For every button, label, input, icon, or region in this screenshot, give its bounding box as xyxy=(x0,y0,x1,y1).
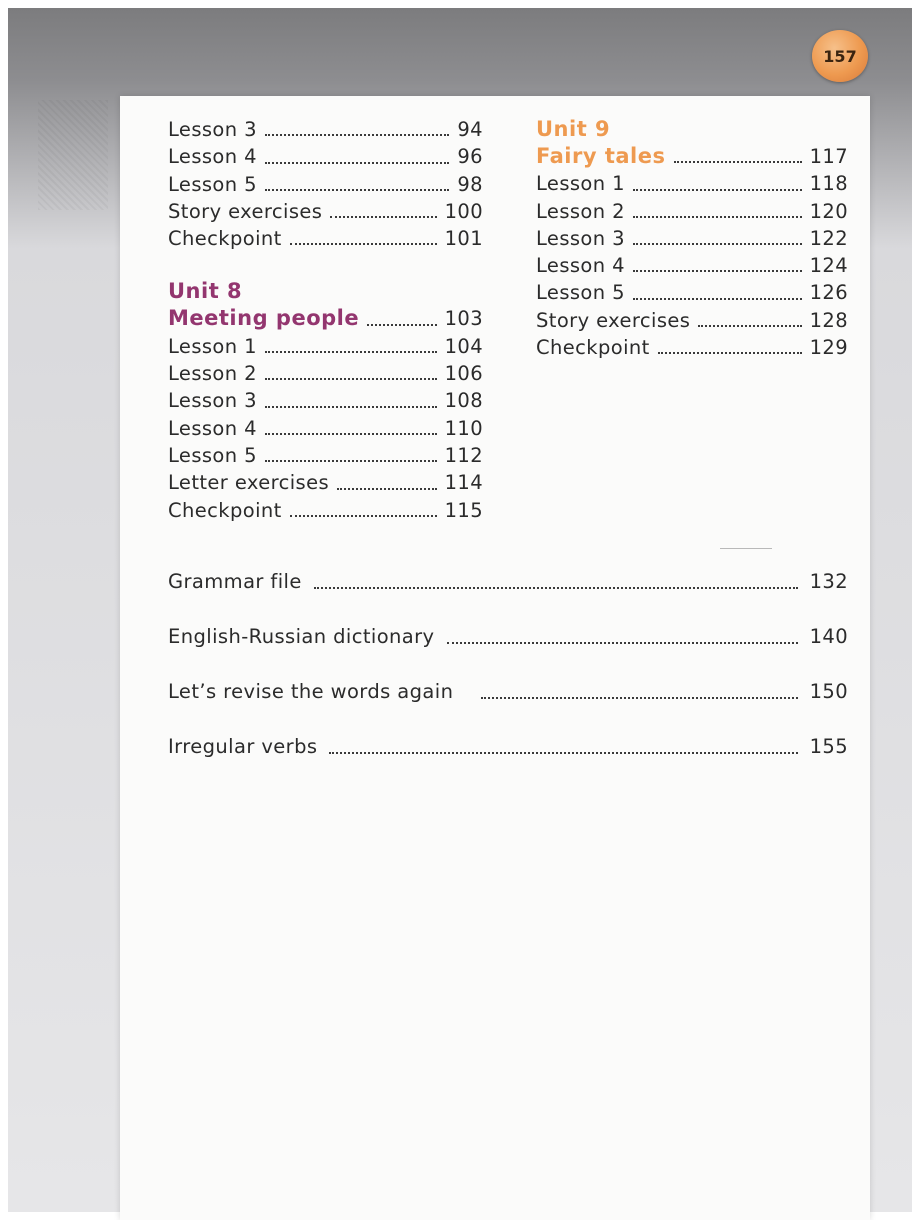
toc-entry-label: Lesson 1 xyxy=(536,172,625,196)
toc-entry[interactable] xyxy=(168,469,483,496)
toc-entry[interactable] xyxy=(168,333,483,360)
toc-entry-label: Lesson 3 xyxy=(168,389,257,413)
toc-entry-label: Lesson 4 xyxy=(168,416,257,440)
toc-entry[interactable] xyxy=(168,198,483,225)
toc-entry[interactable] xyxy=(168,442,483,469)
dot-leader xyxy=(633,269,802,272)
toc-entry-page: 120 xyxy=(809,199,848,223)
toc-entry-label: Lesson 5 xyxy=(168,172,257,196)
dot-leader xyxy=(265,161,449,164)
toc-entry[interactable] xyxy=(536,307,848,334)
dot-leader xyxy=(633,242,802,245)
toc-entry-page: 98 xyxy=(457,172,483,196)
toc-entry-label: Lesson 5 xyxy=(536,281,625,305)
page-number: 157 xyxy=(823,46,857,66)
toc-entry-page: 129 xyxy=(809,336,848,360)
toc-entry-label: Letter exercises xyxy=(168,471,330,495)
appendix-list xyxy=(168,568,848,788)
dot-leader xyxy=(698,324,801,327)
toc-entry-label: Lesson 3 xyxy=(168,118,257,141)
dot-leader xyxy=(633,215,802,218)
toc-entry-label: Lesson 4 xyxy=(536,254,625,278)
toc-entry[interactable] xyxy=(168,497,483,524)
toc-entry-page: 114 xyxy=(444,471,483,495)
toc-entry-page: 115 xyxy=(444,498,483,522)
toc-entry-label: Lesson 5 xyxy=(168,443,257,467)
toc-entry[interactable] xyxy=(168,387,483,414)
toc-entry-page: 118 xyxy=(809,172,848,196)
toc-right-column xyxy=(536,116,848,361)
dot-leader xyxy=(447,641,798,644)
toc-entry-label: Checkpoint xyxy=(168,227,282,251)
dot-leader xyxy=(290,514,437,517)
toc-entry-page: 117 xyxy=(809,145,848,168)
appendix-entry[interactable] xyxy=(168,733,848,761)
toc-entry-page: 100 xyxy=(444,199,483,223)
dot-leader xyxy=(330,215,436,218)
dot-leader xyxy=(290,242,437,245)
toc-entry-label: Checkpoint xyxy=(168,498,282,522)
toc-entry-label: Lesson 2 xyxy=(536,199,625,223)
toc-entry-page: 128 xyxy=(809,308,848,332)
toc-entry-page: 104 xyxy=(444,334,483,358)
toc-entry[interactable] xyxy=(168,143,483,170)
toc-entry[interactable] xyxy=(536,198,848,225)
appendix-entry[interactable] xyxy=(168,568,848,596)
unit-8-title: Meeting people xyxy=(168,306,360,331)
toc-entry-page: 126 xyxy=(809,281,848,305)
appendix-entry-page: 155 xyxy=(809,735,848,758)
appendix-entry-label: Irregular verbs xyxy=(168,735,318,758)
toc-entry-label: Lesson 3 xyxy=(536,226,625,250)
toc-entry-page: 124 xyxy=(809,254,848,278)
unit-8-heading: Unit 8 xyxy=(168,279,243,304)
dot-leader xyxy=(265,350,437,353)
dot-leader xyxy=(314,586,798,589)
appendix-entry[interactable] xyxy=(168,623,848,651)
dot-leader xyxy=(329,751,797,754)
dot-leader xyxy=(674,160,802,163)
toc-entry-label: Story exercises xyxy=(536,308,691,332)
toc-entry-label: Lesson 4 xyxy=(168,145,257,169)
toc-entry[interactable] xyxy=(168,225,483,252)
appendix-entry-page: 140 xyxy=(809,625,848,648)
unit-9-heading: Unit 9 xyxy=(536,117,611,141)
show-through-pattern xyxy=(38,100,108,210)
toc-left-column xyxy=(168,116,483,524)
dot-leader xyxy=(481,696,797,699)
appendix-entry-page: 132 xyxy=(809,570,848,593)
appendix-entry-label: Grammar file xyxy=(168,570,302,593)
appendix-entry-label: Let’s revise the words again xyxy=(168,680,454,703)
unit-9-title: Fairy tales xyxy=(536,144,666,168)
dot-leader xyxy=(265,377,437,380)
dot-leader xyxy=(633,297,802,300)
divider xyxy=(720,548,772,549)
toc-entry[interactable] xyxy=(536,279,848,306)
appendix-entry-page: 150 xyxy=(809,680,848,703)
toc-entry[interactable] xyxy=(536,252,848,279)
toc-entry[interactable] xyxy=(168,415,483,442)
dot-leader xyxy=(265,188,449,191)
toc-entry-label: Lesson 1 xyxy=(168,334,257,358)
toc-entry-page: 96 xyxy=(457,145,483,169)
toc-entry-page: 110 xyxy=(444,416,483,440)
toc-entry-page: 106 xyxy=(444,362,483,386)
appendix-entry[interactable] xyxy=(168,678,848,706)
toc-entry[interactable] xyxy=(168,116,483,143)
dot-leader xyxy=(265,432,437,435)
toc-entry[interactable] xyxy=(536,170,848,197)
toc-entry-page: 94 xyxy=(457,118,483,141)
dot-leader xyxy=(633,188,802,191)
toc-entry[interactable] xyxy=(536,334,848,361)
toc-entry-page: 101 xyxy=(444,227,483,251)
appendix-entry-label: English-Russian dictionary xyxy=(168,625,435,648)
toc-entry-label: Lesson 2 xyxy=(168,362,257,386)
unit-8-title-entry[interactable] xyxy=(168,305,483,332)
dot-leader xyxy=(265,405,437,408)
dot-leader xyxy=(367,323,436,326)
unit-9-title-entry[interactable] xyxy=(536,143,848,170)
dot-leader xyxy=(337,487,437,490)
toc-entry-label: Story exercises xyxy=(168,199,323,223)
toc-entry[interactable] xyxy=(168,171,483,198)
toc-entry-page: 103 xyxy=(444,307,483,331)
toc-entry[interactable] xyxy=(536,225,848,252)
toc-entry-label: Checkpoint xyxy=(536,336,650,360)
toc-entry[interactable] xyxy=(168,360,483,387)
dot-leader xyxy=(265,133,449,136)
dot-leader xyxy=(265,459,437,462)
toc-entry-page: 108 xyxy=(444,389,483,413)
toc-entry-page: 112 xyxy=(444,443,483,467)
page-number-badge xyxy=(812,30,868,82)
spacer xyxy=(168,252,483,278)
toc-entry-page: 122 xyxy=(809,226,848,250)
dot-leader xyxy=(658,351,802,354)
